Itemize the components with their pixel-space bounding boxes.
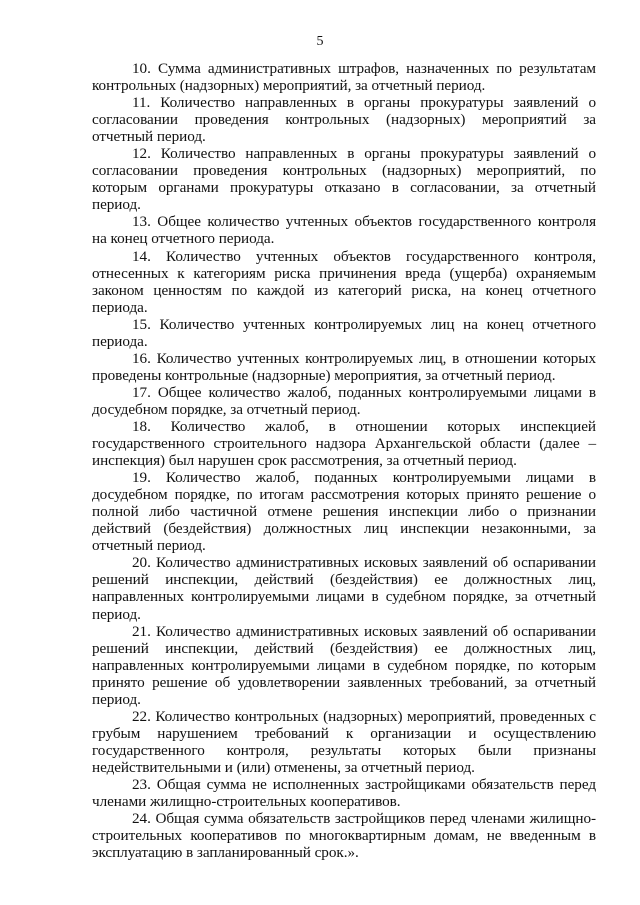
- paragraph-item-11: 11. Количество направленных в органы прокуратуры заявлений о согласовании проведения контрольных (надзорных) мероприятий за отчетный период.: [92, 94, 596, 146]
- paragraph-item-14: 14. Количество учтенных объектов государственного контроля, отнесенных к категориям риска причинения вреда (ущерба) охраняемым законом ценностям по каждой из категорий риска, на конец отчетного периода.: [92, 247, 596, 316]
- paragraph-item-16: 16. Количество учтенных контролируемых лиц, в отношении которых проведены контрольные (надзорные) мероприятия, за отчетный период.: [92, 349, 596, 384]
- paragraph-item-21: 21. Количество административных исковых заявлений об оспаривании решений инспекции, действий (бездействия) ее должностных лиц, направленных контролируемыми лицами в судебном порядке, по которым принято решение об удовлетворении заявленных требований, за отчетный период.: [92, 622, 596, 708]
- paragraph-item-13: 13. Общее количество учтенных объектов государственного контроля на конец отчетного периода.: [92, 213, 596, 248]
- paragraph-item-17: 17. Общее количество жалоб, поданных контролируемыми лицами в досудебном порядке, за отчетный период.: [92, 383, 596, 418]
- paragraph-item-22: 22. Количество контрольных (надзорных) мероприятий, проведенных с грубым нарушением требований к организации и осуществлению государственного контроля, результаты которых были признаны недействительными и (или) отменены, за отчетный период.: [92, 707, 596, 776]
- paragraph-item-24: 24. Общая сумма обязательств застройщиков перед членами жилищно-строительных кооперативов по многоквартирным домам, не введенным в эксплуатацию в запланированный срок.».: [92, 810, 596, 862]
- paragraph-item-23: 23. Общая сумма не исполненных застройщиками обязательств перед членами жилищно-строительных кооперативов.: [92, 775, 596, 811]
- paragraph-item-15: 15. Количество учтенных контролируемых лиц на конец отчетного периода.: [92, 315, 596, 350]
- paragraph-item-10: 10. Сумма административных штрафов, назначенных по результатам контрольных (надзорных) мероприятий, за отчетный период.: [92, 60, 596, 95]
- page-number: 5: [316, 34, 324, 49]
- paragraph-item-12: 12. Количество направленных в органы прокуратуры заявлений о согласовании проведения контрольных (надзорных) мероприятий, по которым органами прокуратуры отказано в согласовании, за отчетный период.: [92, 145, 596, 214]
- paragraph-item-18: 18. Количество жалоб, в отношении которых инспекцией государственного строительного надзора Архангельской области (далее – инспекция) был нарушен срок рассмотрения, за отчетный период.: [92, 417, 596, 470]
- document-body: [92, 60, 596, 861]
- paragraph-item-20: 20. Количество административных исковых заявлений об оспаривании решений инспекции, действий (бездействия) ее должностных лиц, направленных контролируемыми лицами в судебном порядке, за отчетный период.: [92, 554, 596, 623]
- paragraph-item-19: 19. Количество жалоб, поданных контролируемыми лицами в досудебном порядке, по итогам рассмотрения которых принято решение о полной либо частичной отмене решения инспекции либо о признании действий (бездействия) должностных лиц инспекции незаконными, за отчетный период.: [92, 469, 596, 555]
